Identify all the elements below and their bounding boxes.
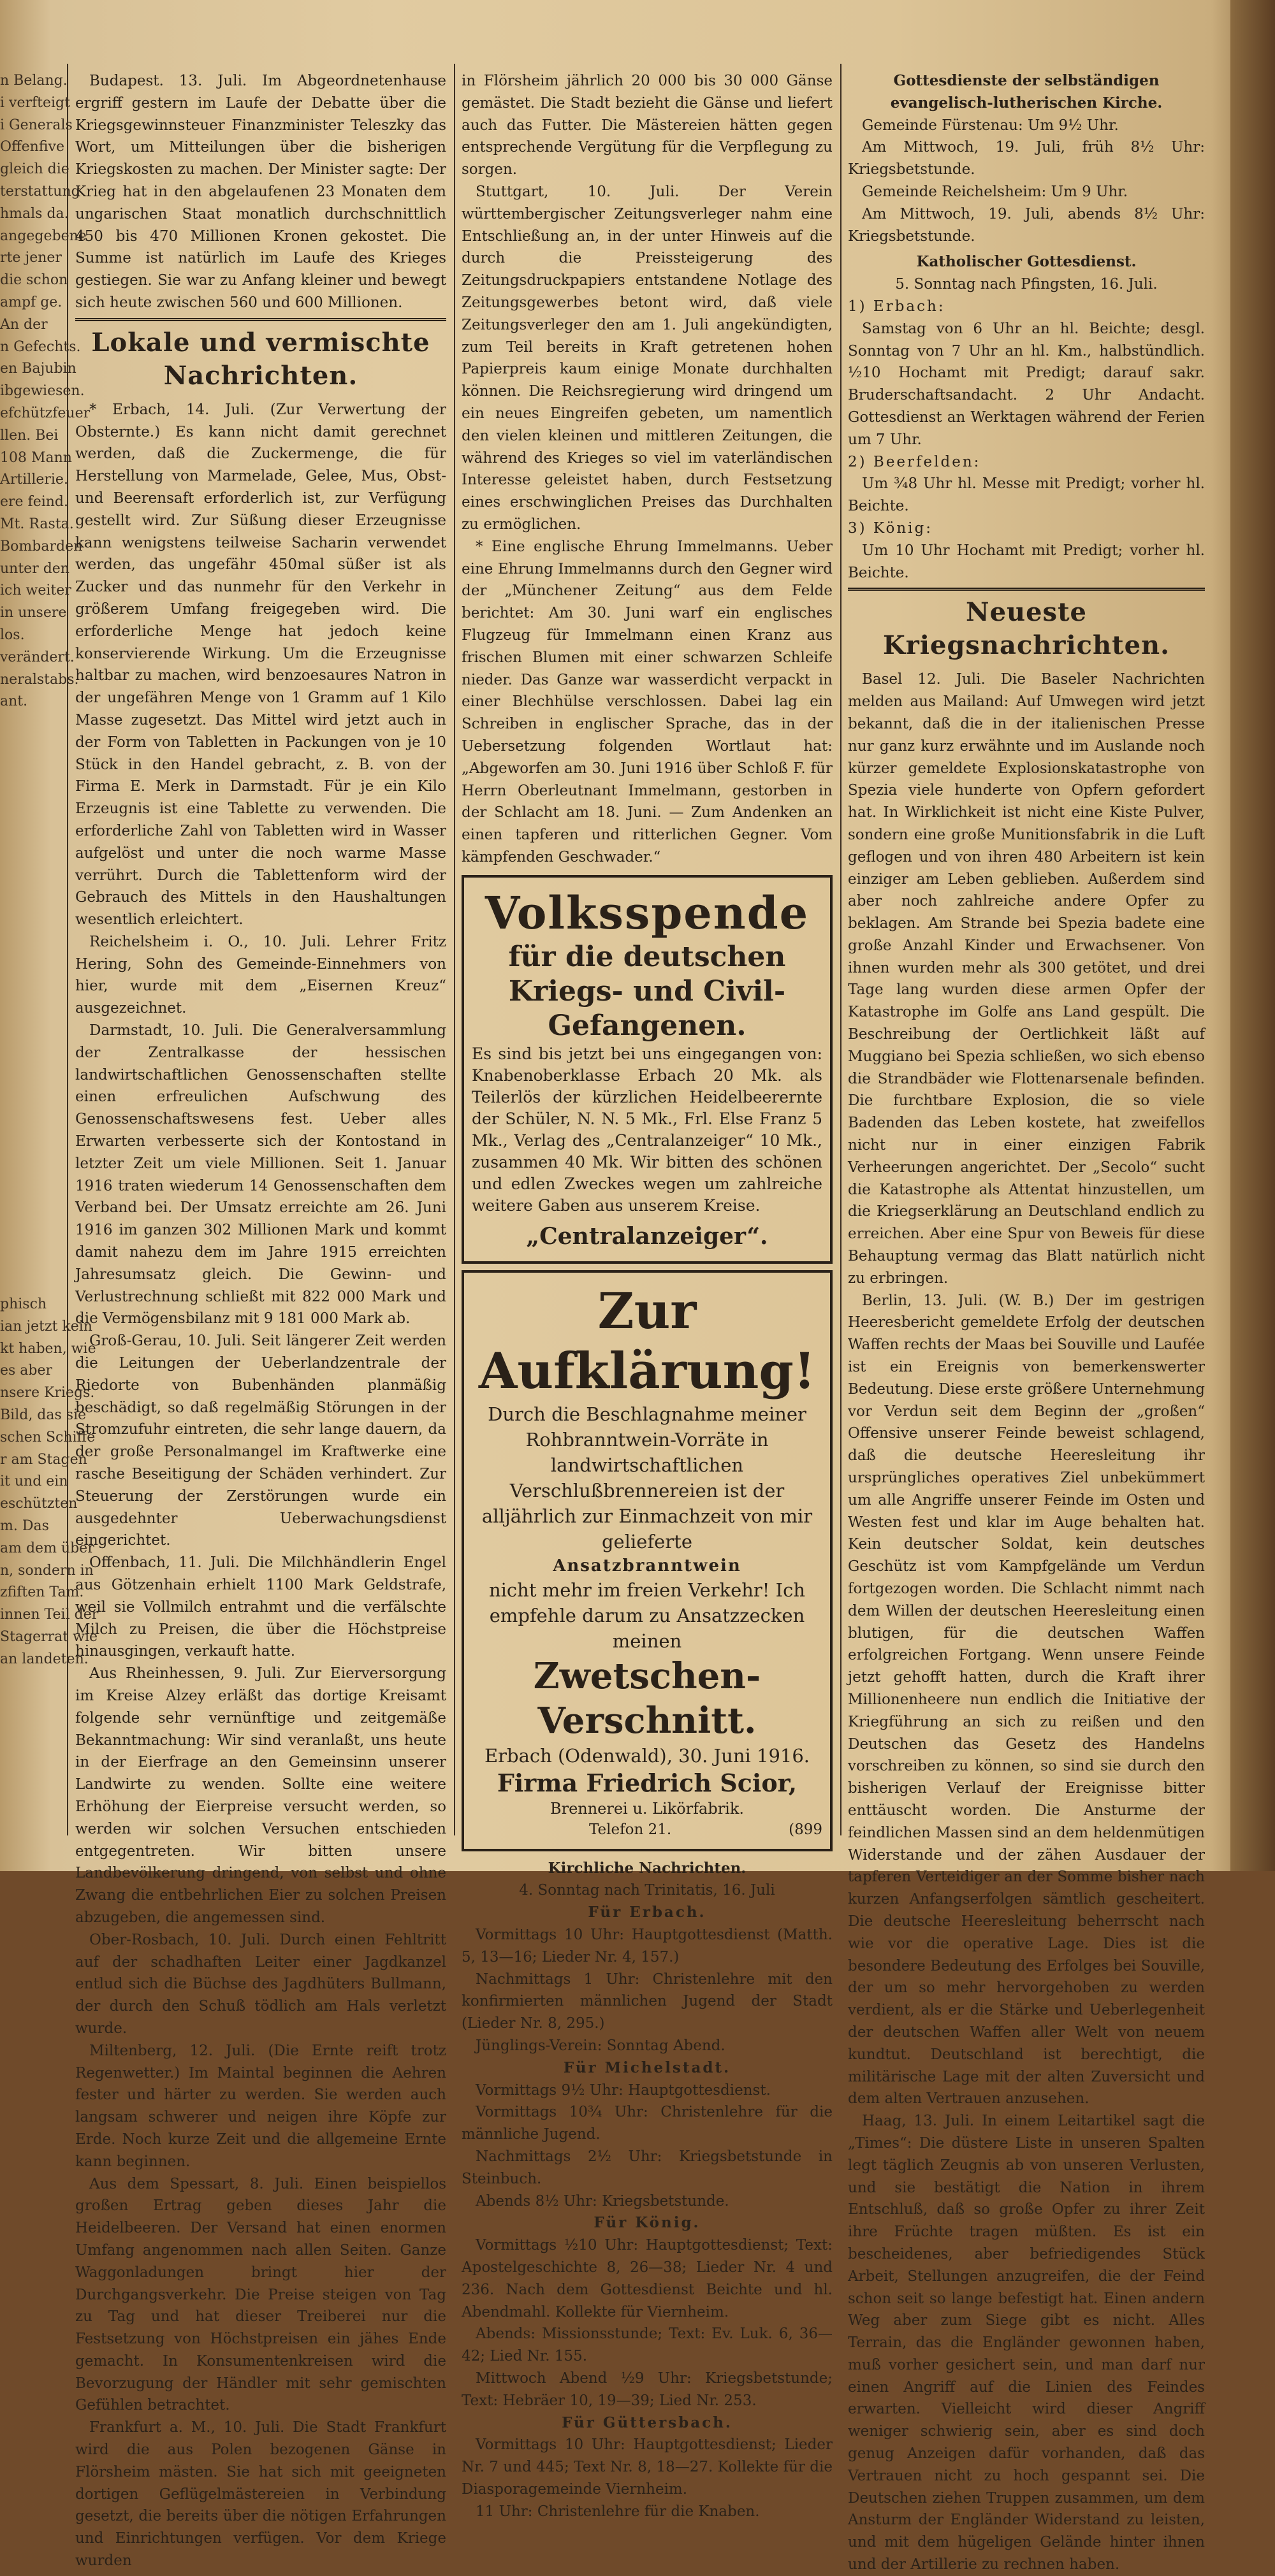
section-title: Lokale und vermischte Nachrichten. xyxy=(91,327,430,391)
ad2-title: Zur Aufklärung! xyxy=(478,1282,816,1400)
article-spessart: Aus dem Spessart, 8. Juli. Einen beispiellos großen Ertrag geben dieses Jahr die Heidelbeeren. Der Versand hat einen enormen Umfang angenommen nach allen Seiten. Ganze Waggonladungen bringt hier der Durchgangsverkehr. Die Preise steigen von Tag zu Tag und hat dieser Treiberei nur die Festsetzung von Höchstpreisen ein jähes Ende gemacht. In Konsumentenkreisen wird die Bevorzugung der Händler mit sehr gemischten Gefühlen betrachtet. xyxy=(75,2175,446,2414)
article-darmstadt: Darmstadt, 10. Juli. Die Generalversammlung der Zentralkasse der hessischen landwirtschaftlichen Genossenschaften stellte einen erfreulichen Aufschwung des Genossenschaftswesens fest. Ueber alles Erwarten verbesserte sich der Kontostand in letzter Zeit um viele Millionen. Seit 1. Januar 1916 traten wiederum 14 Genossenschaften dem Verband bei. Der Umsatz erreichte am 26. Juni 1916 im ganzen 302 Millionen Mark und kommt damit nahezu dem im Jahre 1915 erreichten Jahresumsatz gleich. Die Gewinn- und Verlustrechnung schließt mit 822 000 Mark und die Vermögensbilanz mit 9 181 000 Mark ab. xyxy=(75,1022,446,1328)
article-gross-gerau: Groß-Gerau, 10. Juli. Seit längerer Zeit werden die Leitungen der Ueberlandzentrale der Riedorte von Bubenhänden planmäßig beschädigt, so daß regelmäßig Störungen in der Stromzufuhr eintreten, die sehr lange dauern, da der große Personalmangel im Kraftwerke eine rasche Beseitigung der Schäden verhindert. Zur Steuerung der Zerstörungen wurde ein ausgedehnter Ueberwachungsdienst eingerichtet. xyxy=(75,1333,446,1549)
church-list xyxy=(462,1902,833,2522)
article-berlin: Berlin, 13. Juli. (W. B.) Der im gestrigen Heeresbericht gemeldete Erfolg der deutschen Waffen rechts der Maas bei Souville und Laufée ist ein Ereignis von bemerkenswerter Bedeutung. Diese erste größere Unternehmung vor Verdun seit dem Beginn der „großen“ Offensive unserer Feinde beweist schlagend, daß die deutsche Heeresleitung ihr ursprüngliches operatives Ziel unbekümmert um alle Angriffe unserer Feinde im Osten und Westen fest und klar im Auge behalten hat. Kein deutscher Soldat, kein deutsches Geschütz ist vom Kampfgelände um Verdun fortgezogen worden. Die Schlacht nimmt nach dem Willen der deutschen Heeresleitung einen blutigen, für die deutschen Waffen erfolgreichen Fortgang. Wenn unsere Feinde jetzt gehofft hatten, durch die Kraft ihrer Millionenheere nun endlich die Initiative der Kriegführung an sich zu reißen und den Deutschen das Gesetz des Handelns vorschreiben zu können, so sind sie durch den bisherigen Verlauf der Ereignisse bitter enttäuscht worden. Die Ansturme der feindlichen Massen sind an dem heldenmütigen Widerstande und der zähen Ausdauer der tapferen Verteidiger an der Somme bisher nach kurzen Anfangserfolgen sämtlich gescheitert. Die deutsche Heeresleitung beherrscht nach wie vor die operative Lage. Dies ist die besondere Bedeutung des Erfolges bei Souville, der um so mehr hervorgehoben zu werden verdient, als er die Stärke und Ueberlegenheit der deutschen Waffen aller Welt von neuem kundtut. Deutschland ist berechtigt, die militärische Lage mit der alten Zuversicht und dem alten Vertrauen anzusehen. xyxy=(848,1292,1205,2108)
fragment-line: gleich die xyxy=(0,161,69,178)
fragment-line: efchützfeuer xyxy=(0,405,91,421)
ad2-phone: Telefon 21. xyxy=(588,1821,672,1838)
ad2-product-old: Ansatzbranntwein xyxy=(553,1556,741,1575)
separator xyxy=(848,588,1205,591)
lutheran-line: Gemeinde Reichelsheim: Um 9 Uhr. xyxy=(862,183,1128,200)
book-edge xyxy=(1230,0,1275,1871)
fragment-line: n Gefechts. xyxy=(0,338,81,355)
ad2-place-date: Erbach (Odenwald), 30. Juni 1916. xyxy=(484,1744,810,1767)
fragment-line: i verfteigt xyxy=(0,94,70,111)
church-line: Abends 8½ Uhr: Kriegsbetstunde. xyxy=(476,2192,729,2210)
fragment-line: eschützten xyxy=(0,1496,78,1512)
catholic-title: Katholischer Gottesdienst. xyxy=(916,253,1137,271)
catholic-line: Um ¾8 Uhr hl. Messe mit Predigt; vorher hl. Beichte. xyxy=(848,475,1205,515)
lutheran-line: Am Mittwoch, 19. Juli, früh 8½ Uhr: Kriegsbetstunde. xyxy=(848,139,1205,178)
article-ober-rosbach: Ober-Rosbach, 10. Juli. Durch einen Fehltritt auf der schadhaften Leiter einer Jagdkanzel entlud sich die Büchse des Jagdhüters Bullmann, der durch den Schuß tödlich am Hals verletzt wurde. xyxy=(75,1931,446,2037)
column-1 xyxy=(75,70,446,2572)
article-erbach: * Erbach, 14. Juli. (Zur Verwertung der Obsternte.) Es kann nicht damit gerechnet werden, daß die Zuckermenge, die für Herstellung von Marmelade, Gelee, Mus, Obst- und Beerensaft erforderlich ist, zur Verfügung gestellt wird. Zur Süßung dieser Erzeugnisse kann wenigstens teilweise Sacharin verwendet werden, das ungefähr 450mal süßer ist als Zucker und das nunmehr für den Verkehr in größerem Umfang freigegeben wird. Die erforderliche Menge hat jedoch keine konservierende Wirkung. Um die Erzeugnisse haltbar zu machen, wird benzoesaures Natron in der ungefähren Menge von 1 Gramm auf 1 Kilo Masse zugesetzt. Das Mittel wird jetzt auch in der Form von Tabletten in Packungen von je 10 Stück in den Handel gebracht, z. B. von der Firma E. Merk in Darmstadt. Für je ein Kilo Erzeugnis ist eine Tablette zu verwenden. Die erforderliche Zahl von Tabletten wird in Wasser aufgelöst und unter die noch warme Masse verrührt. Durch die Tablettenform wird der Gebrauch des Mittels in den Haushaltungen wesentlich erleichtert. xyxy=(75,401,446,929)
catholic-line: 1) Erbach: xyxy=(848,298,945,315)
church-place: Für Güttersbach. xyxy=(562,2413,732,2431)
catholic-line: 3) König: xyxy=(848,519,933,537)
fragment-line: die schon xyxy=(0,272,68,289)
fragment-line: An der xyxy=(0,316,48,333)
fragment-line: llen. Bei xyxy=(0,427,59,444)
fragment-line: en Bajubin xyxy=(0,361,76,377)
war-news-title: Neueste Kriegsnachrichten. xyxy=(882,597,1170,661)
fragment-line: phisch xyxy=(0,1296,47,1312)
column-rule-1 xyxy=(67,64,68,1835)
church-line: Vormittags 9½ Uhr: Hauptgottesdienst. xyxy=(476,2081,771,2099)
left-fragment-column-bottom xyxy=(0,1294,99,1671)
fragment-line: Mt. Rasta. xyxy=(0,516,74,532)
fragment-line: terstattung xyxy=(0,183,80,199)
fragment-line: ian jetzt kein xyxy=(0,1318,92,1335)
fragment-line: ampf ge. xyxy=(0,294,62,310)
volksspende-advert xyxy=(462,875,833,1264)
fragment-line: Stagerrat wie xyxy=(0,1628,98,1645)
catholic-line: Um 10 Uhr Hochamt mit Predigt; vorher hl. Beichte. xyxy=(848,542,1205,581)
separator xyxy=(75,318,446,321)
church-title: Kirchliche Nachrichten. xyxy=(548,1859,747,1877)
fragment-line: es aber xyxy=(0,1363,53,1379)
ad-text: Es sind bis jetzt bei uns eingegangen von: Knabenoberklasse Erbach 20 Mk. als Teilerlös der kürzlichen Heidelbeerernte der Schüler, N. N. 5 Mk., Frl. Else Franz 5 Mk., Verlag des „Centralanzeiger“ 10 Mk., zusammen 40 Mk. Wir bitten des schönen und edlen Zweckes wegen um zahlreiche weitere Gaben aus unserem Kreise. xyxy=(472,1044,822,1215)
fragment-line: hmals da. xyxy=(0,205,69,222)
article-stuttgart: Stuttgart, 10. Juli. Der Verein württembergischer Zeitungsverleger nahm eine Entschließung an, in der unter Hinweis auf die durch die Preissteigerung des Zeitungsdruckpapiers entstandene Notlage des Zeitungsgewerbes betont wird, daß viele Zeitungsverleger den am 1. Juli angekündigten, zum Teil bereits in Kraft getretenen hohen Papierpreis kaum einige Monate durchhalten können. Die Reichsregierung wird dringend um ein neues Eingreifen gebeten, um namentlich den vielen kleinen und mittleren Zeitungen, die während des Krieges so viel im vaterländischen Interesse geleistet haben, durch Festsetzung eines erschwinglichen Preises das Durchhalten zu ermöglichen. xyxy=(462,183,833,533)
church-place: Für König. xyxy=(594,2214,701,2232)
fragment-line: rte jener xyxy=(0,250,62,266)
fragment-line: ere feind. xyxy=(0,494,68,510)
ad2-firm: Firma Friedrich Scior, xyxy=(497,1768,798,1797)
ad2-text-1: Durch die Beschlagnahme meiner Rohbranntwein-Vorräte in landwirtschaftlichen Verschlußbrennereien ist der alljährlich zur Einmachzeit von mir gelieferte xyxy=(481,1403,813,1552)
fragment-line: Bombarden xyxy=(0,538,83,554)
aufklaerung-advert xyxy=(462,1270,833,1851)
ad2-ref: (899 xyxy=(789,1821,822,1838)
lutheran-list xyxy=(848,115,1205,248)
fragment-line: m. Das xyxy=(0,1517,49,1534)
article-reichelsheim: Reichelsheim i. O., 10. Juli. Lehrer Fritz Hering, Sohn des Gemeinde-Einnehmers von hier, wurde mit dem „Eisernen Kreuz“ ausgezeichnet. xyxy=(75,933,446,1017)
fragment-line: n Belang. xyxy=(0,73,68,89)
lutheran-title: Gottesdienste der selbständigen evangelisch-lutherischen Kirche. xyxy=(890,72,1163,112)
fragment-line: Offenfive xyxy=(0,139,64,156)
church-line: Vormittags 10¾ Uhr: Christenlehre für die männliche Jugend. xyxy=(462,2104,833,2143)
church-line: Nachmittags 2½ Uhr: Kriegsbetstunde in Steinbuch. xyxy=(462,2148,833,2187)
fragment-line: innen Teil der xyxy=(0,1607,99,1623)
budapest-article: Budapest. 13. Juli. Im Abgeordnetenhause ergriff gestern im Laufe der Debatte über die Kriegsgewinnsteuer Finanzminister Teleszky das Wort, um Mitteilungen über die bisherigen Kriegskosten zu machen. Der Minister sagte: Der Krieg hat in den abgelaufenen 23 Monaten dem ungarischen Staat monatlich durchschnittlich 450 bis 470 Millionen Kronen gekostet. Die Summe ist natürlich im Laufe des Krieges gestiegen. Sie war zu Anfang kleiner und bewegt sich heute zwischen 560 und 600 Millionen. xyxy=(75,73,446,311)
left-fragment-column xyxy=(0,70,91,713)
church-line: Vormittags 10 Uhr: Hauptgottesdienst; Lieder Nr. 7 und 445; Text Nr. 8, 18—27. Kollekte für die Diasporagemeinde Viernheim. xyxy=(462,2436,833,2498)
fragment-line: kt haben, wie xyxy=(0,1340,96,1357)
fragment-line: schen Schiffe xyxy=(0,1429,96,1445)
column-rule-2 xyxy=(454,64,455,1835)
column-2 xyxy=(462,70,833,2523)
article-frankfurt: Frankfurt a. M., 10. Juli. Die Stadt Frankfurt wird die aus Polen bezogenen Gänse in Flörsheim mästen. Sie hat sich mit geeigneten dortigen Geflügelmästereien in Verbindung gesetzt, die bereits über die nötigen Erfahrungen und Einrichtungen verfügen. Vor dem Kriege wurden xyxy=(75,2419,446,2570)
church-line: 11 Uhr: Christenlehre für die Knaben. xyxy=(476,2503,760,2520)
lutheran-line: Am Mittwoch, 19. Juli, abends 8½ Uhr: Kriegsbetstunde. xyxy=(848,205,1205,245)
catholic-list xyxy=(848,296,1205,584)
church-line: Vormittags ½10 Uhr: Hauptgottesdienst; Text: Apostelgeschichte 8, 26—38; Lieder Nr. 4 und 236. Nach dem Gottesdienst Beichte und hl. Abendmahl. Kollekte für Viernheim. xyxy=(462,2237,833,2320)
ad-title: Volksspende xyxy=(484,886,810,939)
catholic-line: 2) Beerfelden: xyxy=(848,453,981,470)
article-basel: Basel 12. Juli. Die Baseler Nachrichten melden aus Mailand: Auf Umwegen wird jetzt bekannt, daß die in der italienischen Presse nur ganz kurz erwähnte und im Auslande noch kürzer gemeldete Explosionskatastrophe von Spezia viele hunderte von Opfern gefordert hat. In Wirklichkeit ist nicht eine Kiste Pulver, sondern eine große Munitionsfabrik in die Luft geflogen und von ihren 480 Arbeitern ist kein einziger am Leben geblieben. Außerdem sind aber noch zahlreiche andere Opfer zu beklagen. Am Strande bei Spezia badete eine große Anzahl Kinder und Erwachsener. Von ihnen wurden mehr als 300 getötet, und drei Tage lang wurden diese armen Opfer der Katastrophe im Golfe ans Land gespült. Die Beschreibung der Oertlichkeit läßt auf Muggiano bei Spezia schließen, wo sich ebenso die Strandbäder wie Flottenarsenale befinden. Die furchtbare Explosion, die so viele Badenden das Leben kostete, hat zweifellos nicht nur in einer einzigen Fabrik Verheerungen angerichtet. Der „Secolo“ sucht die Katastrophe als Attentat hinzustellen, um die Kriegserklärung an Deutschland endlich zu erreichen. Aber eine Spur von Beweis für diese Behauptung vermag das Blatt natürlich nicht zu erbringen. xyxy=(848,671,1205,1287)
fragment-line: nsere Kriegs. xyxy=(0,1385,95,1401)
ad-subtitle: für die deutschen Kriegs- und Civil-Gefangenen. xyxy=(508,940,786,1042)
fragment-line: it und ein xyxy=(0,1473,68,1490)
fragment-line: neralstabs. xyxy=(0,671,79,688)
lutheran-line: Gemeinde Fürstenau: Um 9½ Uhr. xyxy=(862,117,1119,134)
church-place: Für Michelstadt. xyxy=(563,2059,731,2076)
fragment-line: ibgewiesen. xyxy=(0,383,85,400)
fragment-line: zfiften Tam. xyxy=(0,1584,84,1601)
church-line: Mittwoch Abend ½9 Uhr: Kriegsbetstunde; Text: Hebräer 10, 19—39; Lied Nr. 253. xyxy=(462,2370,833,2409)
ad2-meta xyxy=(472,1820,822,1840)
fragment-line: ant. xyxy=(0,693,28,710)
church-line: Abends: Missionsstunde; Text: Ev. Luk. 6, 36—42; Lied Nr. 155. xyxy=(462,2326,833,2365)
ad2-text-2: nicht mehr im freien Verkehr! Ich empfehle darum zu Ansatzzecken meinen xyxy=(488,1579,806,1652)
article-floersheim: in Flörsheim jährlich 20 000 bis 30 000 Gänse gemästet. Die Stadt bezieht die Gänse und liefert auch das Futter. Die Mästereien hätten gegen entsprechende Vergütung für die Verpflegung zu sorgen. xyxy=(462,73,833,178)
article-rheinhessen: Aus Rheinhessen, 9. Juli. Zur Eierversorgung im Kreise Alzey erläßt das dortige Kreisamt folgende sehr vernünftige und zeitgemäße Bekanntmachung: Wir sind veranlaßt, uns heute in der Eierfrage an den Gemeinsinn unserer Landwirte zu wenden. Sollte eine weitere Erhöhung der Eierpreise versucht werden, so werden wir solchen Versuchen entschieden entgegentreten. Wir bitten unsere Landbevölkerung dringend, von selbst und ohne Zwang die entbehrlichen Eier zu solchen Preisen abzugeben, die angemessen sind. xyxy=(75,1665,446,1926)
church-subtitle: 4. Sonntag nach Trinitatis, 16. Juli xyxy=(519,1882,775,1899)
church-line: Jünglings-Verein: Sonntag Abend. xyxy=(476,2037,725,2055)
fragment-line: an landeten. xyxy=(0,1651,89,1667)
article-offenbach: Offenbach, 11. Juli. Die Milchhändlerin Engel aus Götzenhain erhielt 1100 Mark Geldstrafe, weil sie Vollmilch entrahmt und die verfälschte Milch zu Preisen, die über die Höchstpreise hinausgingen, verkauft hatte. xyxy=(75,1554,446,1660)
article-miltenberg: Miltenberg, 12. Juli. (Die Ernte reift trotz Regenwetter.) Im Maintal beginnen die Aehren fester und härter zu werden. Sie werden auch langsam schwerer und neigen ihre Köpfe zur Erde. Noch kurze Zeit und die allgemeine Ernte kann beginnen. xyxy=(75,2042,446,2170)
fragment-line: r am Stagen xyxy=(0,1451,87,1468)
ad-signature: „Centralanzeiger“. xyxy=(526,1222,768,1250)
ad2-product: Zwetschen-Verschnitt. xyxy=(533,1654,761,1742)
catholic-subtitle: 5. Sonntag nach Pfingsten, 16. Juli. xyxy=(895,276,1158,293)
article-haag: Haag, 13. Juli. In einem Leitartikel sagt die „Times“: Die düstere Liste in unseren Spalten legt täglich Zeugnis ab von unseren Verlusten, und sie bestätigt die Nation in ihrem Entschluß, daß so große Opfer zu ihrer Zeit ihre Früchte tragen müßten. Es ist ein bescheidenes, aber befriedigendes Stück Arbeit, Stellungen anzugreifen, die der Feind schon seit so lange befestigt hat. Einen andern Weg aber zum Siege gibt es nicht. Alles Terrain, das die Engländer gewonnen haben, muß vorher gesichert sein, und man darf nur einen Angriff auf die Linien des Feindes erwarten. Vielleicht wird dieser Angriff weniger schwierig sein, aber es sind doch genug Anzeigen dafür vorhanden, daß das Vertrauen nicht zu hoch gespannt sei. Die Deutschen ziehen Truppen zusammen, um dem Ansturm der Engländer Widerstand zu leisten, und mit dem hügeligen Gelände hinter ihnen und der Artillerie zu rechnen haben. xyxy=(848,2113,1205,2573)
church-place: Für Erbach. xyxy=(588,1904,706,1921)
church-line: Vormittags 10 Uhr: Hauptgottesdienst (Matth. 5, 13—16; Lieder Nr. 4, 157.) xyxy=(462,1927,833,1965)
fragment-line: angegebene xyxy=(0,228,87,244)
catholic-line: Samstag von 6 Uhr an hl. Beichte; desgl. Sonntag von 7 Uhr an hl. Km., halbstündlich. ½10 Hochamt mit Predigt; darauf sakr. Bruderschaftsandacht. 2 Uhr Andacht. Gottesdienst an Werktagen während der Ferien um 7 Uhr. xyxy=(848,320,1205,448)
fragment-line: Artillerie. xyxy=(0,472,68,488)
column-rule-3 xyxy=(840,64,841,1835)
fragment-line: in unsere xyxy=(0,605,67,621)
article-immelmann: * Eine englische Ehrung Immelmanns. Ueber eine Ehrung Immelmanns durch den Gegner wird der „Münchener Zeitung“ aus dem Felde berichtet: Am 30. Juni warf ein englisches Flugzeug für Immelmann einen Kranz aus frischen Blumen mit einer schwarzen Schleife nieder. Das Ganze war wasserdicht verpackt in einer Blechhülse verschlossen. Dabei lag ein Schreiben in englischer Sprache, das in der Uebersetzung folgenden Wortlaut hat: „Abgeworfen am 30. Juni 1916 über Schloß F. für Herrn Oberleutnant Immelmann, gestorben in der Schlacht am 18. Juni. — Zum Andenken an einen tapferen und ritterlichen Gegner. Vom kämpfenden Geschwader.“ xyxy=(462,538,833,865)
fragment-line: los. xyxy=(0,626,25,643)
fragment-line: i Generals xyxy=(0,117,73,133)
fragment-line: Bild, das sie xyxy=(0,1407,87,1423)
fragment-line: 108 Mann xyxy=(0,449,72,466)
church-line: Nachmittags 1 Uhr: Christenlehre mit den konfirmierten männlichen Jugend der Stadt (Lieder Nr. 8, 295.) xyxy=(462,1971,833,2032)
column-3 xyxy=(848,70,1205,2576)
fragment-line: unter den xyxy=(0,560,69,577)
fragment-line: am dem über xyxy=(0,1540,94,1556)
ad2-firm-sub: Brennerei u. Likörfabrik. xyxy=(550,1799,745,1818)
fragment-line: ich weiter xyxy=(0,582,71,599)
fragment-line: verändert. xyxy=(0,649,75,665)
fragment-line: n, sondern in xyxy=(0,1562,94,1579)
